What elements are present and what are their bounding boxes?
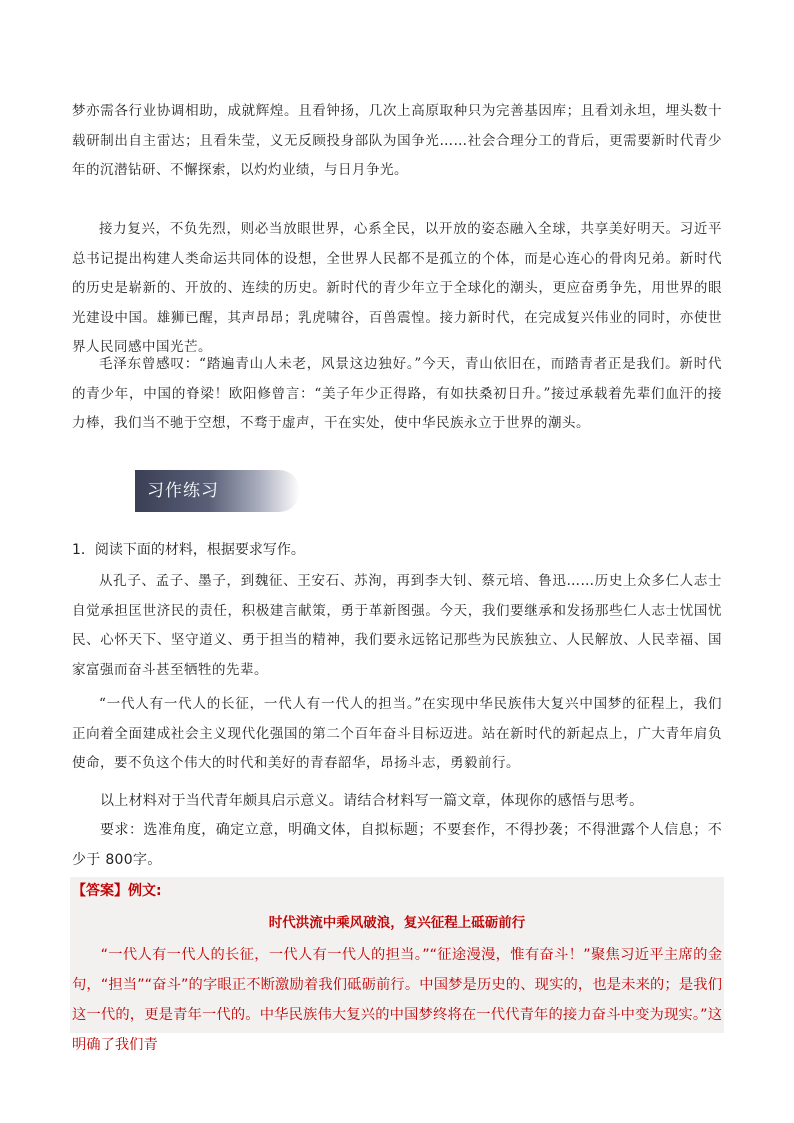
material-paragraph-1: 从孔子、孟子、墨子，到魏征、王安石、苏洵，再到李大钊、蔡元培、鲁迅……历史上众多仁人志士自觉承担匡世济民的责任，积极建言献策，勇于革新图强。今天，我们要继承和发扬那些仁人志士忧国忧民、心怀天下、坚守道义、勇于担当的精神，我们要永远铭记那些为民族独立、人民解放、人民幸福、国家富强而奋斗甚至牺牲的先辈。 [72,573,722,678]
material-paragraph-2: “一代人有一代人的长征，一代人有一代人的担当。”在实现中华民族伟大复兴中国梦的征程上，我们正向着全面建成社会主义现代化强国的第二个百年奋斗目标迈进。站在新时代的新起点上，广大青年肩负使命，要不负这个伟大的时代和美好的青春韶华，昂扬斗志，勇毅前行。 [72,696,722,771]
section-title: 习作练习 [147,481,219,501]
section-banner [135,470,300,512]
writing-requirements: 要求：选准角度，确定立意，明确文体，自拟标题；不要套作，不得抄袭；不得泄露个人信息；不少于 800字。 [72,822,722,868]
material-prompt: 以上材料对于当代青年颇具启示意义。请结合材料写一篇文章，体现你的感悟与思考。 [100,793,644,809]
essay-title: 时代洪流中乘风破浪，复兴征程上砥砺前行 [268,915,526,931]
body-paragraph-2: 接力复兴，不负先烈，则必当放眼世界，心系全民，以开放的姿态融入全球，共享美好明天。习近平总书记提出构建人类命运共同体的设想，全世界人民都不是孤立的个体，而是心连心的骨肉兄弟。新时代的历史是崭新的、开放的、连续的历史。新时代的青少年立于全球化的潮头，更应奋勇争先，用世界的眼光建设中国。雄狮已醒，其声昂昂；乳虎啸谷，百兽震惶。接力新时代，在完成复兴伟业的同时，亦使世界人民同感中国光芒。 [72,221,722,355]
body-paragraph-1: 梦亦需各行业协调相助，成就辉煌。且看钟扬，几次上高原取种只为完善基因库；且看刘永坦，埋头数十载研制出自主雷达；且看朱莹，义无反顾投身部队为国争光……社会合理分工的背后，更需要新时代青少年的沉潜钻研、不懈探索，以灼灼业绩，与日月争光。 [72,103,722,178]
answer-label: 【答案】例文: [72,883,162,899]
question-title: 1．阅读下面的材料，根据要求写作。 [72,542,305,558]
body-paragraph-3: 毛泽东曾感叹：“踏遍青山人未老，风景这边独好。”今天，青山依旧在，而踏青者正是我们。新时代的青少年，中国的脊梁！欧阳修曾言：“美子年少正得路，有如扶桑初日升。”接过承载着先辈们血汗的接力棒，我们当不驰于空想，不骛于虚声，干在实处，使中华民族永立于世界的潮头。 [72,356,722,431]
essay-text: “一代人有一代人的长征，一代人有一代人的担当。”“征途漫漫，惟有奋斗！”聚焦习近平主席的金句，“担当”“奋斗”的字眼正不断激励着我们砥砺前行。中国梦是历史的、现实的，也是未来的；是我们这一代的，更是青年一代的。中华民族伟大复兴的中国梦终将在一代代青年的接力奋斗中变为现实。”这明确了我们青 [72,947,722,1053]
